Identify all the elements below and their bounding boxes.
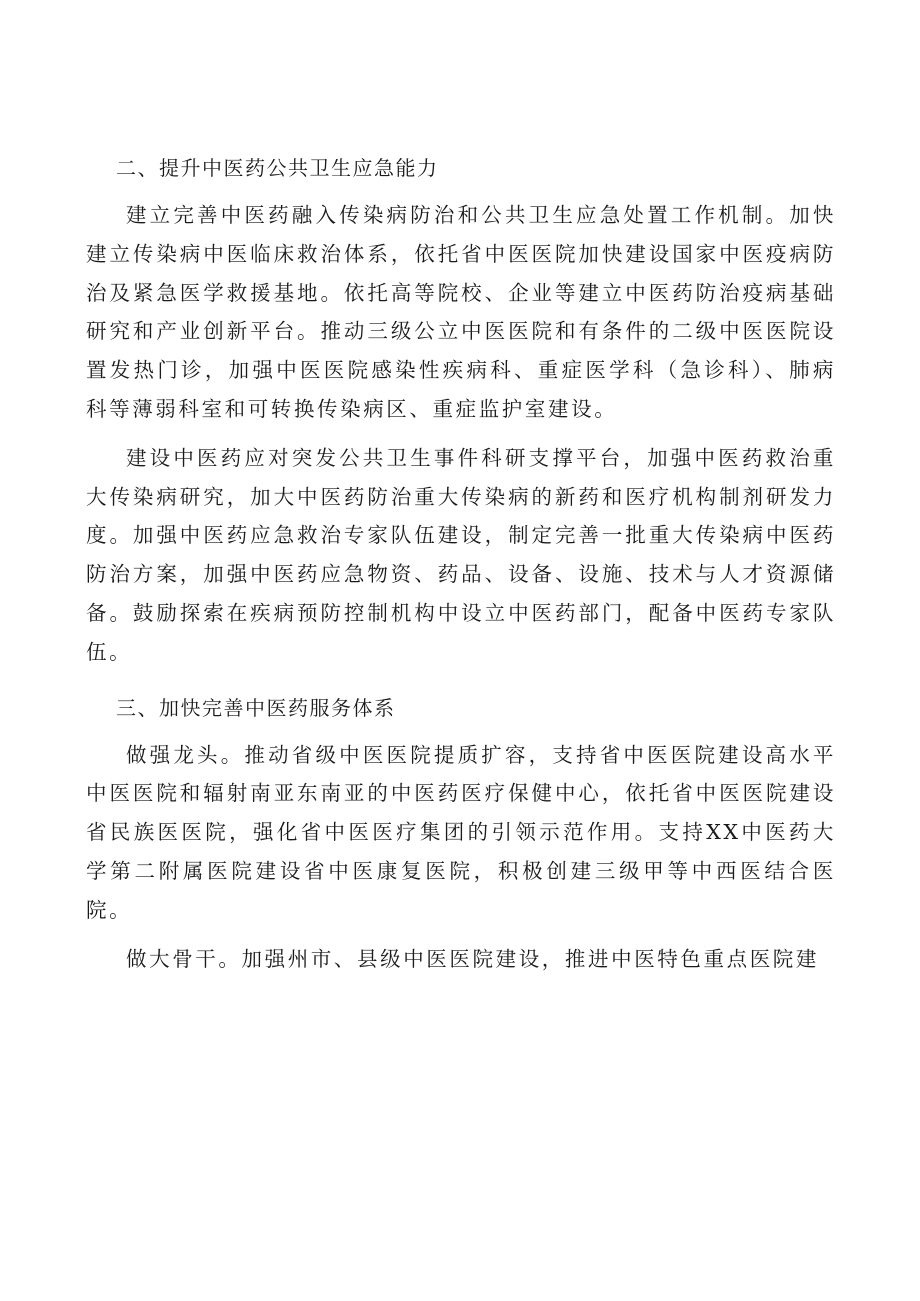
section-heading: 三、加快完善中医药服务体系 xyxy=(116,695,396,720)
paragraph: 建设中医药应对突发公共卫生事件科研支撑平台，加强中医药救治重大传染病研究，加大中医药防治重大传染病的新药和医疗机构制剂研发力度。加强中医药应急救治专家队伍建设，制定完善一批重大传染病中医药防治方案，加强中医药应急物资、药品、设备、设施、技术与人才资源储备。鼓励探索在疾病预防控制机构中设立中医药部门，配备中医药专家队伍。 xyxy=(86,445,836,664)
paragraph: 做强龙头。推动省级中医医院提质扩容，支持省中医医院建设高水平中医医院和辐射南亚东南亚的中医药医疗保健中心，依托省中医医院建设省民族医医院，强化省中医医疗集团的引领示范作用。支持XX中医药大学第二附属医院建设省中医康复医院，积极创建三级甲等中西医结合医院。 xyxy=(86,742,836,922)
document-body xyxy=(86,150,836,988)
paragraph: 做大骨干。加强州市、县级中医医院建设，推进中医特色重点医院建 xyxy=(126,946,819,971)
paragraph: 建立完善中医药融入传染病防治和公共卫生应急处置工作机制。加快建立传染病中医临床救治体系，依托省中医医院加快建设国家中医疫病防治及紧急医学救援基地。依托高等院校、企业等建立中医药防治疫病基础研究和产业创新平台。推动三级公立中医医院和有条件的二级中医医院设置发热门诊，加强中医医院感染性疾病科、重症医学科（急诊科）、肺病科等薄弱科室和可转换传染病区、重症监护室建设。 xyxy=(86,203,836,421)
section-spacer xyxy=(86,682,836,690)
section-heading: 二、提升中医药公共卫生应急能力 xyxy=(116,156,439,180)
